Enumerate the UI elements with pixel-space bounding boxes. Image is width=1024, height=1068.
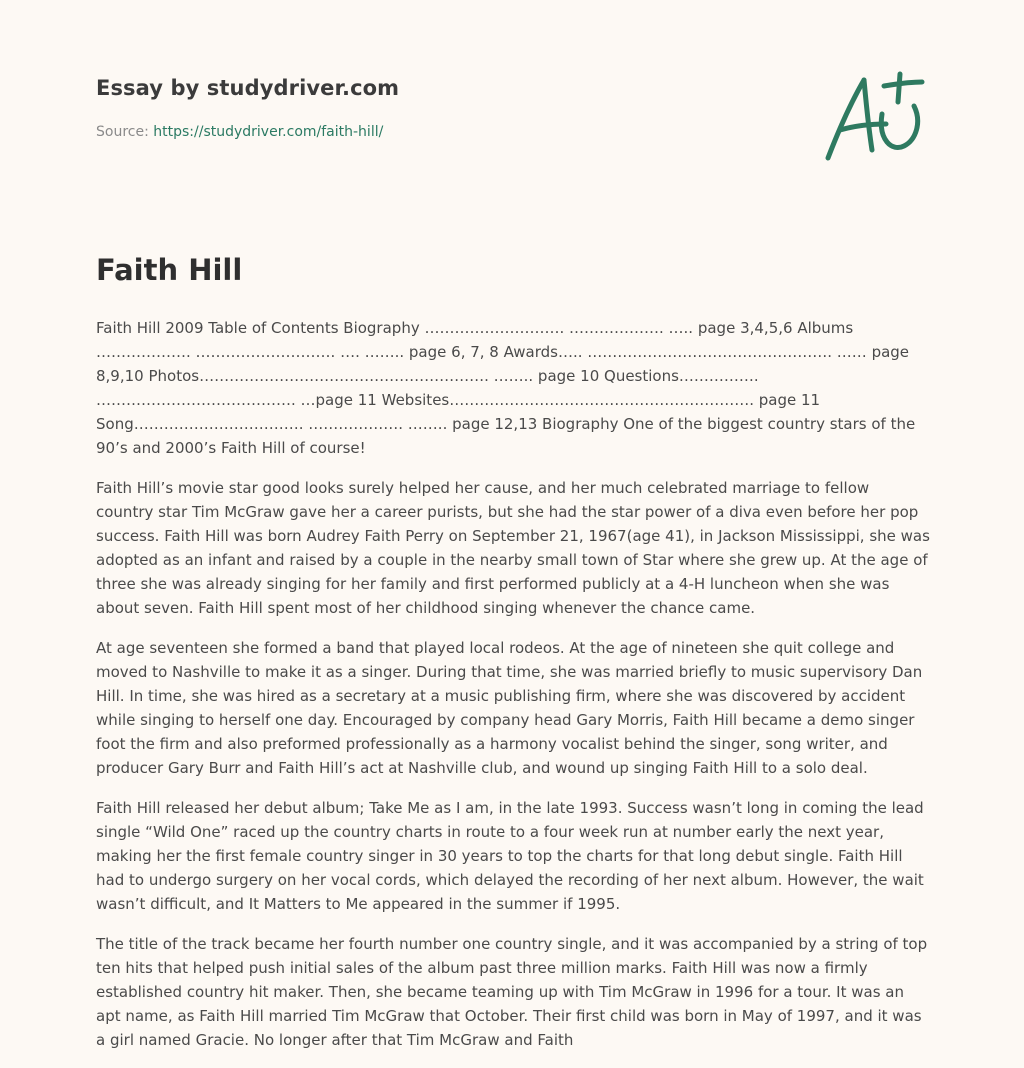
source-line — [96, 124, 383, 140]
article-body — [96, 316, 930, 1068]
site-brand: Essay by studydriver.com — [96, 76, 400, 100]
paragraph: Faith Hill’s movie star good looks surely helped her cause, and her much celebrated marriage to fellow country star Tim McGraw gave her a career purists, but she had the star power of a diva even before her pop success. Faith Hill was born Audrey Faith Perry on September 21, 1967(age 41), in Jackson Mississippi, she was adopted as an infant and raised by a couple in the nearby small town of Star where she grew up. At the age of three she was already singing for her family and first performed publicly at a 4-H luncheon when she was about seven. Faith Hill spent most of her childhood singing whenever the chance came. — [96, 479, 930, 617]
a-plus-grade-icon — [818, 66, 930, 166]
paragraph: Faith Hill 2009 Table of Contents Biography ………………………. ………………. ….. page 3,4,5,6 Albums ………………. ………………………. …. …….. page 6, 7, 8 Awards….. …………………………………………. …… page 8,9,10 Photos…………………………………………………. …….. page 10 Questions……………. …………………………………. …page 11 Websites……………………………………………………. page 11 Song……………………………. ………………. …….. page 12,13 Biography One of the biggest country stars of the 90’s and 2000’s Faith Hill of course! — [96, 319, 916, 457]
source-label: Source: — [96, 124, 149, 140]
paragraph: At age seventeen she formed a band that played local rodeos. At the age of nineteen she quit college and moved to Nashville to make it as a singer. During that time, she was married briefly to music supervisory Dan Hill. In time, she was hired as a secretary at a music publishing firm, where she was discovered by accident while singing to herself one day. Encouraged by company head Gary Morris, Faith Hill became a demo singer foot the firm and also preformed professionally as a harmony vocalist behind the singer, song writer, and producer Gary Burr and Faith Hill’s act at Nashville club, and wound up singing Faith Hill to a solo deal. — [96, 639, 923, 777]
source-link[interactable]: https://studydriver.com/faith-hill/ — [153, 124, 384, 140]
page-title: Faith Hill — [96, 253, 243, 287]
paragraph: The title of the track became her fourth number one country single, and it was accompanied by a string of top ten hits that helped push initial sales of the album past three million marks. Faith Hill was now a firmly established country hit maker. Then, she became teaming up with Tim McGraw in 1996 for a tour. It was an apt name, as Faith Hill married Tim McGraw that October. Their first child was born in May of 1997, and it was a girl named Gracie. No longer after that Tim McGraw and Faith — [96, 935, 928, 1049]
paragraph: Faith Hill released her debut album; Take Me as I am, in the late 1993. Success wasn’t long in coming the lead single “Wild One” raced up the country charts in route to a four week run at number early the next year, making her the first female country singer in 30 years to top the charts for that long debut single. Faith Hill had to undergo surgery on her vocal cords, which delayed the recording of her next album. However, the wait wasn’t difficult, and It Matters to Me appeared in the summer if 1995. — [96, 799, 924, 913]
